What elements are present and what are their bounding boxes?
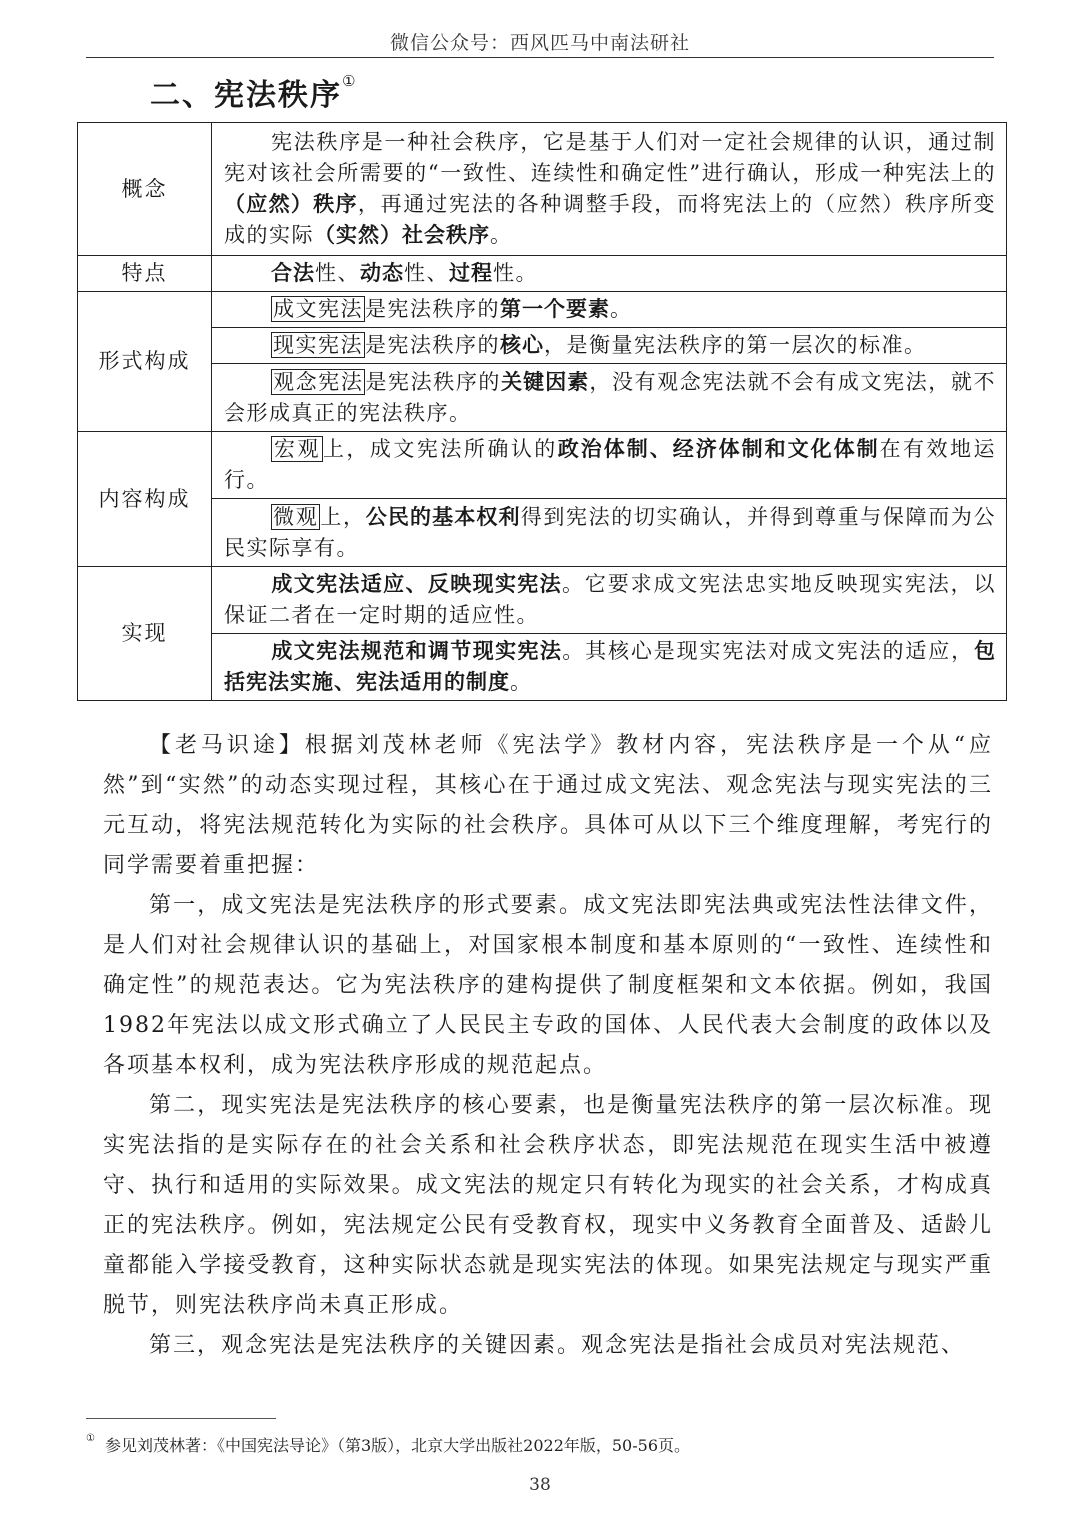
table-row-form-1	[78, 292, 1007, 328]
paragraph-second: 第二，现实宪法是宪法秩序的核心要素，也是衡量宪法秩序的第一层次标准。现实宪法指的是实际存在的社会关系和社会秩序状态，即宪法规范在现实生活中被遵守、执行和适用的实际效果。成文宪法的规定只有转化为现实的社会关系，才构成真正的宪法秩序。例如，宪法规定公民有受教育权，现实中义务教育全面普及、适龄儿童都能入学接受教育，这种实际状态就是现实宪法的体现。如果宪法规定与现实严重脱节，则宪法秩序尚未真正形成。	[103, 1093, 993, 1318]
feature-text-2: 性、	[404, 261, 449, 285]
section-title-text: 二、宪法秩序	[150, 78, 342, 113]
paragraph-first: 第一，成文宪法是宪法秩序的形式要素。成文宪法即宪法典或宪法性法律文件，是人们对社会规律认识的基础上，对国家根本制度和基本原则的“一致性、连续性和确定性”的规范表达。它为宪法秩序的建构提供了制度框架和文本依据。例如，我国1982年宪法以成文形式确立了人民民主专政的国体、人民代表大会制度的政体以及各项基本权利，成为宪法秩序形成的规范起点。	[103, 893, 993, 1078]
row-label-concept: 概念	[78, 123, 212, 256]
table-row-realize-1	[78, 567, 1007, 634]
table-row-feature	[78, 256, 1007, 292]
boxed-term-real-constitution: 现实宪法	[273, 333, 363, 357]
boxed-term-macro: 宏观	[273, 437, 321, 461]
table-row-content-2	[78, 499, 1007, 567]
concept-content	[212, 123, 1007, 256]
footnote-divider	[86, 1418, 276, 1419]
form-r2-text-2: ，是衡量宪法秩序的第一层次的标准。	[544, 333, 927, 357]
realize-r2-bold-1: 成文宪法规范和调节现实宪法	[271, 639, 563, 663]
concept-bold-2: （实然）社会秩序	[314, 223, 490, 247]
concept-text-1: 宪法秩序是一种社会秩序，它是基于人们对一定社会规律的认识，通过制宪对该社会所需要的“一致性、连续性和确定性”进行确认，形成一种宪法上的	[224, 130, 996, 185]
form-item-real	[212, 328, 1007, 364]
content-r1-text-1: 上，成文宪法所确认的	[322, 437, 558, 461]
concept-text-2: ，再通过宪法的各种调整手段，而将宪法上的（应然）秩序所变成的实际	[224, 192, 997, 247]
paragraph-intro: 【老马识途】根据刘茂林老师《宪法学》教材内容，宪法秩序是一个从“应然”到“实然”的动态实现过程，其核心在于通过成文宪法、观念宪法与现实宪法的三元互动，将宪法规范转化为实际的社会秩序。具体可从以下三个维度理解，考宪行的同学需要着重把握：	[103, 733, 993, 878]
content-r1-text-2: 在有效地运行。	[224, 437, 997, 492]
row-label-feature: 特点	[78, 256, 212, 292]
page-number: 38	[529, 1475, 551, 1495]
feature-text-3: 性。	[493, 261, 538, 285]
boxed-term-conceptual-constitution: 观念宪法	[273, 369, 364, 394]
page-header: 微信公众号：西风匹马中南法研社	[389, 32, 690, 54]
feature-bold-2: 动态	[360, 261, 404, 285]
row-label-realize: 实现	[78, 567, 212, 701]
table-row-form-3	[78, 364, 1007, 432]
form-r1-text-1: 是宪法秩序的	[365, 297, 500, 321]
form-r2-text-1: 是宪法秩序的	[365, 333, 500, 357]
realize-r2-text-2: 。	[510, 670, 533, 694]
form-item-written	[212, 292, 1007, 328]
table-row-realize-2	[78, 634, 1007, 701]
content-r1-bold: 政治体制、经济体制和文化体制	[557, 437, 880, 461]
form-r3-text-2: ，没有观念宪法就不会有成文宪法，就不会形成真正的宪法秩序。	[224, 369, 996, 425]
header-divider	[86, 57, 994, 58]
constitutional-order-table	[77, 122, 1007, 701]
realize-item-2	[212, 634, 1007, 701]
realize-r2-bold-2: 包括宪法实施、宪法适用的制度	[224, 639, 996, 694]
body-text	[103, 726, 993, 1366]
content-item-micro	[212, 499, 1007, 567]
row-label-form: 形式构成	[78, 292, 212, 432]
table-row-form-2	[78, 328, 1007, 364]
form-r3-bold: 关键因素	[501, 369, 590, 394]
realize-r1-text: 。它要求成文宪法忠实地反映现实宪法，以保证二者在一定时期的适应性。	[224, 572, 996, 627]
footnote	[86, 1433, 690, 1456]
form-r1-text-2: 。	[610, 297, 633, 321]
footnote-mark: ①	[86, 1433, 95, 1444]
realize-item-1	[212, 567, 1007, 634]
realize-r1-bold: 成文宪法适应、反映现实宪法	[271, 572, 563, 596]
table-row-content-1	[78, 432, 1007, 499]
content-r2-text-2: 得到宪法的切实确认，并得到尊重与保障而为公民实际享有。	[224, 504, 996, 560]
paragraph-third: 第三，观念宪法是宪法秩序的关键因素。观念宪法是指社会成员对宪法规范、	[149, 1333, 966, 1358]
footnote-text: 参见刘茂林著：《中国宪法导论》（第3版），北京大学出版社2022年版，50-56页。	[104, 1436, 690, 1455]
content-r2-bold: 公民的基本权利	[365, 504, 521, 529]
row-label-content: 内容构成	[78, 432, 212, 567]
form-r3-text-1: 是宪法秩序的	[365, 369, 502, 394]
concept-text-3: 。	[490, 223, 513, 247]
content-item-macro	[212, 432, 1007, 499]
boxed-term-written-constitution: 成文宪法	[273, 297, 363, 321]
section-title	[150, 70, 357, 114]
content-r2-text-1: 上，	[320, 504, 366, 529]
feature-content	[212, 256, 1007, 292]
feature-bold-3: 过程	[449, 261, 493, 285]
footnote-ref-mark: ①	[342, 72, 358, 90]
form-item-conceptual	[212, 364, 1007, 432]
table-row-concept	[78, 123, 1007, 256]
form-r1-bold: 第一个要素	[500, 297, 610, 321]
form-r2-bold: 核心	[500, 333, 544, 357]
concept-bold-1: （应然）秩序	[224, 192, 358, 216]
realize-r2-text-1: 。其核心是现实宪法对成文宪法的适应，	[562, 639, 974, 663]
boxed-term-micro: 微观	[273, 504, 319, 529]
feature-bold-1: 合法	[271, 261, 315, 285]
feature-text-1: 性、	[315, 261, 360, 285]
